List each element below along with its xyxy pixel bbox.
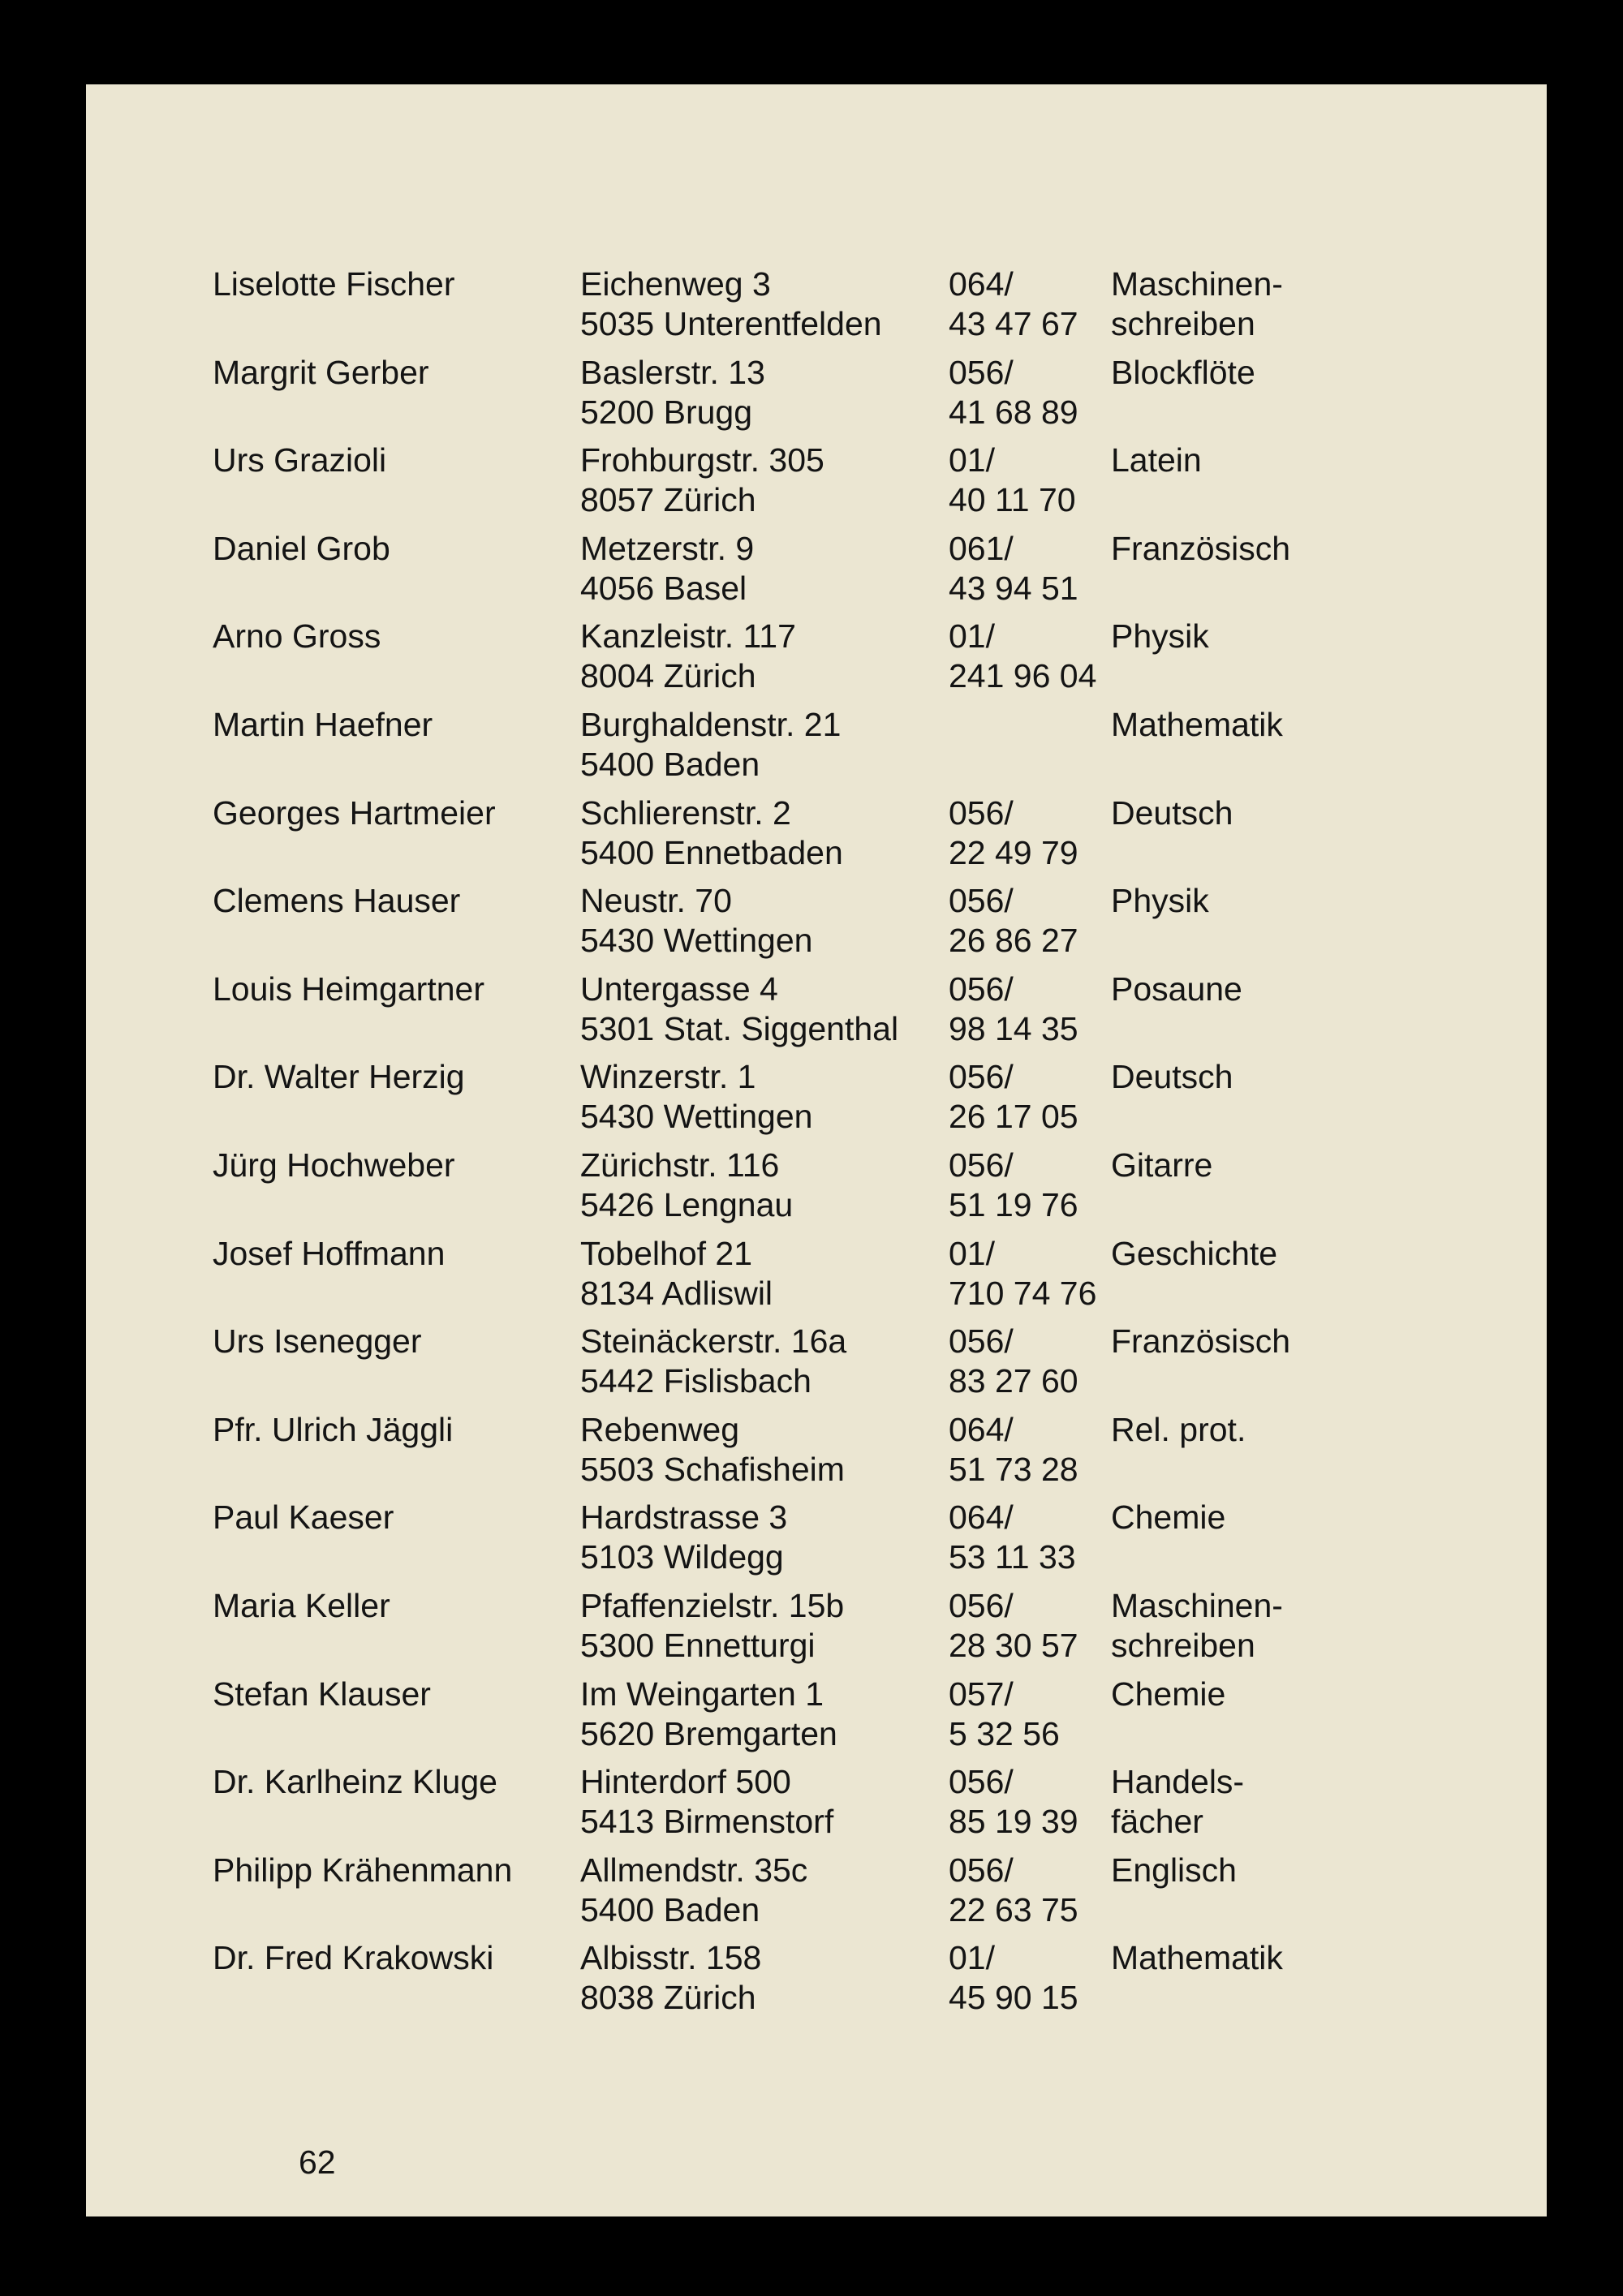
postal-city: 4056 Basel [580, 570, 747, 607]
area-code: 056/ [949, 1763, 1014, 1800]
street-address: Kanzleistr. 117 [580, 617, 796, 655]
postal-city: 5300 Ennetturgi [580, 1627, 816, 1664]
phone-number: 43 94 51 [949, 570, 1078, 607]
teacher-name: Philipp Krähenmann [213, 1851, 513, 1889]
subject: Posaune [1111, 970, 1242, 1008]
area-code: 056/ [949, 882, 1014, 919]
street-address: Zürichstr. 116 [580, 1146, 780, 1184]
directory-entry [213, 529, 1414, 617]
directory-entry [213, 441, 1414, 528]
phone-number: 22 49 79 [949, 834, 1078, 871]
teacher-name: Dr. Walter Herzig [213, 1058, 465, 1095]
street-address: Frohburgstr. 305 [580, 441, 824, 479]
street-address: Hardstrasse 3 [580, 1498, 788, 1536]
postal-city: 5400 Baden [580, 746, 760, 783]
phone-number: 98 14 35 [949, 1010, 1078, 1047]
page-number: 62 [299, 2143, 336, 2181]
postal-city: 5413 Birmenstorf [580, 1803, 834, 1840]
teacher-name: Urs Isenegger [213, 1322, 422, 1360]
street-address: Allmendstr. 35c [580, 1851, 808, 1889]
directory-entry [213, 881, 1414, 969]
area-code: 01/ [949, 1939, 995, 1976]
teacher-name: Jürg Hochweber [213, 1146, 455, 1184]
street-address: Pfaffenzielstr. 15b [580, 1587, 845, 1624]
phone-number: 26 86 27 [949, 922, 1078, 959]
street-address: Burghaldenstr. 21 [580, 706, 842, 743]
teacher-name: Louis Heimgartner [213, 970, 484, 1008]
postal-city: 5430 Wettingen [580, 1098, 813, 1135]
street-address: Schlierenstr. 2 [580, 794, 791, 832]
area-code: 01/ [949, 1235, 995, 1272]
phone-number: 83 27 60 [949, 1362, 1078, 1400]
subject: Geschichte [1111, 1235, 1278, 1272]
postal-city: 8134 Adliswil [580, 1275, 773, 1312]
directory-entry [213, 1498, 1414, 1585]
area-code: 056/ [949, 1146, 1014, 1184]
subject: Latein [1111, 441, 1202, 479]
directory-entry [213, 1410, 1414, 1498]
teacher-name: Dr. Fred Krakowski [213, 1939, 494, 1976]
street-address: Rebenweg [580, 1411, 740, 1448]
street-address: Untergasse 4 [580, 970, 778, 1008]
area-code: 01/ [949, 617, 995, 655]
postal-city: 5426 Lengnau [580, 1186, 794, 1223]
phone-number: 43 47 67 [949, 305, 1078, 342]
directory-entry [213, 705, 1414, 793]
directory-entry [213, 1146, 1414, 1233]
postal-city: 5400 Ennetbaden [580, 834, 843, 871]
subject: Handels- [1111, 1763, 1245, 1800]
area-code: 064/ [949, 1411, 1014, 1448]
phone-number: 26 17 05 [949, 1098, 1078, 1135]
street-address: Hinterdorf 500 [580, 1763, 791, 1800]
directory-entry [213, 1938, 1414, 2026]
directory-entry [213, 970, 1414, 1057]
phone-number: 40 11 70 [949, 481, 1076, 518]
postal-city: 8004 Zürich [580, 657, 756, 694]
teacher-name: Daniel Grob [213, 530, 390, 567]
subject: Englisch [1111, 1851, 1237, 1889]
phone-number: 28 30 57 [949, 1627, 1078, 1664]
postal-city: 5200 Brugg [580, 393, 753, 431]
area-code: 056/ [949, 1058, 1014, 1095]
directory-entry [213, 1234, 1414, 1322]
teacher-name: Dr. Karlheinz Kluge [213, 1763, 497, 1800]
directory-entry [213, 1762, 1414, 1850]
directory-entry [213, 1851, 1414, 1938]
subject-continuation: schreiben [1111, 1627, 1255, 1664]
directory-entry [213, 264, 1414, 352]
teacher-name: Urs Grazioli [213, 441, 387, 479]
phone-number: 53 11 33 [949, 1538, 1076, 1576]
postal-city: 5103 Wildegg [580, 1538, 784, 1576]
postal-city: 5620 Bremgarten [580, 1715, 837, 1752]
postal-city: 8057 Zürich [580, 481, 756, 518]
teacher-name: Margrit Gerber [213, 354, 429, 391]
phone-number: 51 73 28 [949, 1451, 1078, 1488]
subject: Gitarre [1111, 1146, 1213, 1184]
subject: Physik [1111, 617, 1209, 655]
phone-number: 41 68 89 [949, 393, 1078, 431]
subject: Chemie [1111, 1675, 1226, 1713]
area-code: 056/ [949, 970, 1014, 1008]
postal-city: 8038 Zürich [580, 1979, 756, 2016]
phone-number: 5 32 56 [949, 1715, 1060, 1752]
teacher-name: Josef Hoffmann [213, 1235, 446, 1272]
phone-number: 51 19 76 [949, 1186, 1078, 1223]
phone-number: 22 63 75 [949, 1891, 1078, 1928]
street-address: Eichenweg 3 [580, 265, 771, 303]
directory-entry [213, 793, 1414, 881]
street-address: Metzerstr. 9 [580, 530, 755, 567]
area-code: 056/ [949, 1851, 1014, 1889]
phone-number: 85 19 39 [949, 1803, 1078, 1840]
subject: Mathematik [1111, 1939, 1283, 1976]
subject: Blockflöte [1111, 354, 1255, 391]
area-code: 064/ [949, 265, 1014, 303]
teacher-name: Maria Keller [213, 1587, 390, 1624]
phone-number: 710 74 76 [949, 1275, 1097, 1312]
directory-entry [213, 1322, 1414, 1409]
street-address: Steinäckerstr. 16a [580, 1322, 847, 1360]
street-address: Baslerstr. 13 [580, 354, 765, 391]
street-address: Tobelhof 21 [580, 1235, 753, 1272]
teacher-name: Martin Haefner [213, 706, 433, 743]
area-code: 056/ [949, 1587, 1014, 1624]
street-address: Winzerstr. 1 [580, 1058, 756, 1095]
area-code: 056/ [949, 354, 1014, 391]
phone-number: 45 90 15 [949, 1979, 1078, 2016]
subject: Physik [1111, 882, 1209, 919]
subject: Mathematik [1111, 706, 1283, 743]
directory-entry [213, 1586, 1414, 1674]
directory-entry [213, 353, 1414, 441]
street-address: Albisstr. 158 [580, 1939, 762, 1976]
postal-city: 5430 Wettingen [580, 922, 813, 959]
subject: Maschinen- [1111, 1587, 1283, 1624]
teacher-name: Clemens Hauser [213, 882, 461, 919]
subject: Deutsch [1111, 794, 1233, 832]
area-code: 01/ [949, 441, 995, 479]
area-code: 061/ [949, 530, 1014, 567]
area-code: 056/ [949, 1322, 1014, 1360]
teacher-name: Stefan Klauser [213, 1675, 431, 1713]
subject: Chemie [1111, 1498, 1226, 1536]
phone-number: 241 96 04 [949, 657, 1097, 694]
teacher-name: Pfr. Ulrich Jäggli [213, 1411, 454, 1448]
area-code: 064/ [949, 1498, 1014, 1536]
postal-city: 5442 Fislisbach [580, 1362, 812, 1400]
postal-city: 5035 Unterentfelden [580, 305, 882, 342]
street-address: Neustr. 70 [580, 882, 732, 919]
subject: Französisch [1111, 1322, 1291, 1360]
document-page [86, 84, 1547, 2216]
directory-entry [213, 1675, 1414, 1762]
subject: Maschinen- [1111, 265, 1283, 303]
subject: Französisch [1111, 530, 1291, 567]
teacher-name: Arno Gross [213, 617, 381, 655]
subject-continuation: schreiben [1111, 305, 1255, 342]
teacher-name: Liselotte Fischer [213, 265, 455, 303]
subject: Rel. prot. [1111, 1411, 1246, 1448]
area-code: 056/ [949, 794, 1014, 832]
postal-city: 5503 Schafisheim [580, 1451, 845, 1488]
postal-city: 5400 Baden [580, 1891, 760, 1928]
subject: Deutsch [1111, 1058, 1233, 1095]
area-code: 057/ [949, 1675, 1014, 1713]
street-address: Im Weingarten 1 [580, 1675, 824, 1713]
teacher-name: Georges Hartmeier [213, 794, 496, 832]
postal-city: 5301 Stat. Siggenthal [580, 1010, 899, 1047]
directory-entry [213, 1057, 1414, 1145]
teacher-name: Paul Kaeser [213, 1498, 394, 1536]
subject-continuation: fächer [1111, 1803, 1203, 1840]
directory-entry [213, 617, 1414, 704]
